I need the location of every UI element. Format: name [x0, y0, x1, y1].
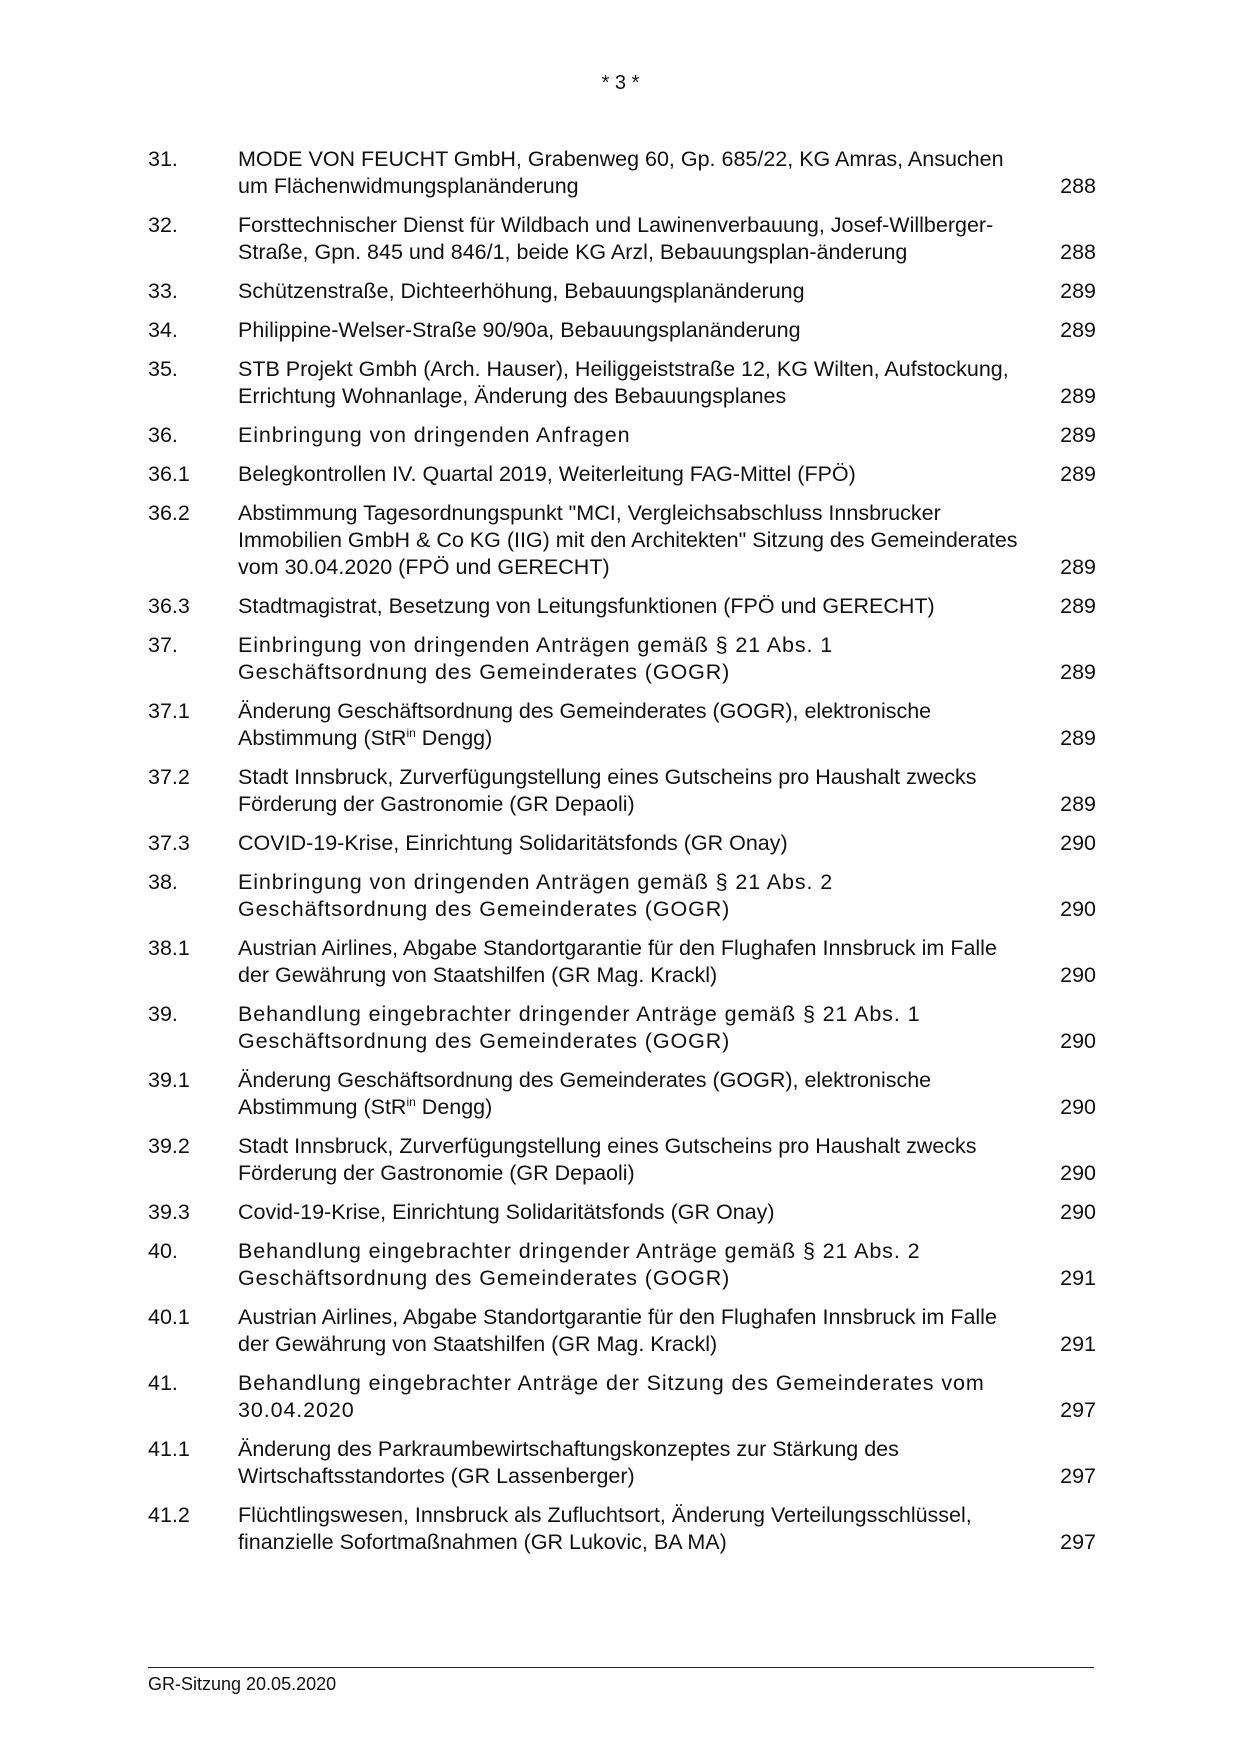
toc-entry-36 [148, 422, 1096, 449]
entry-page: 289 [1060, 555, 1096, 579]
entry-page: 291 [1060, 1332, 1096, 1356]
toc-entry-40 [148, 1238, 1096, 1292]
entry-number: 36.1 [148, 462, 190, 486]
entry-title [238, 698, 1030, 752]
entry-number: 39.2 [148, 1134, 190, 1158]
entry-title: Flüchtlingswesen, Innsbruck als Zufluchtsort, Änderung Verteilungsschlüssel, finanzielle Sofortmaßnahmen (GR Lukovic, BA MA) [238, 1503, 972, 1554]
entry-number: 38. [148, 870, 178, 894]
entry-title: Austrian Airlines, Abgabe Standortgarantie für den Flughafen Innsbruck im Falle der Gewährung von Staatshilfen (GR Mag. Krackl) [238, 1305, 997, 1356]
entry-number: 36.3 [148, 594, 190, 618]
entry-title: Behandlung eingebrachter dringender Anträge gemäß § 21 Abs. 1 Geschäftsordnung des Gemeinderates (GOGR) [238, 1002, 921, 1053]
entry-number: 36. [148, 423, 178, 447]
toc-entry-37-1 [148, 698, 1096, 752]
entry-title-superscript: in [406, 725, 416, 740]
toc-entry-36-3 [148, 593, 1096, 620]
entry-title: Belegkontrollen IV. Quartal 2019, Weiterleitung FAG-Mittel (FPÖ) [238, 462, 856, 486]
toc-entry-38 [148, 869, 1096, 923]
footer-divider [148, 1667, 1094, 1668]
entry-number: 37.3 [148, 831, 190, 855]
entry-number: 41.2 [148, 1503, 190, 1527]
toc-entry-40-1 [148, 1304, 1096, 1358]
entry-number: 32. [148, 213, 178, 237]
entry-page: 288 [1060, 174, 1096, 198]
page-number: * 3 * [601, 72, 640, 94]
entry-page: 297 [1060, 1464, 1096, 1488]
entry-number: 33. [148, 279, 178, 303]
entry-title: Behandlung eingebrachter dringender Anträge gemäß § 21 Abs. 2 Geschäftsordnung des Gemeinderates (GOGR) [238, 1239, 921, 1290]
toc-entry-32 [148, 212, 1096, 266]
toc-entry-39-3 [148, 1199, 1096, 1226]
toc-entry-36-1 [148, 461, 1096, 488]
entry-number: 35. [148, 357, 178, 381]
entry-page: 289 [1060, 423, 1096, 447]
entry-page: 289 [1060, 594, 1096, 618]
entry-page: 291 [1060, 1266, 1096, 1290]
entry-number: 39.1 [148, 1068, 190, 1092]
toc-entry-34 [148, 317, 1096, 344]
entry-number: 37.1 [148, 699, 190, 723]
entry-title: COVID-19-Krise, Einrichtung Solidaritätsfonds (GR Onay) [238, 831, 788, 855]
entry-page: 288 [1060, 240, 1096, 264]
entry-title: Abstimmung Tagesordnungspunkt "MCI, Vergleichsabschluss Innsbrucker Immobilien GmbH & Co KG (IIG) mit den Architekten" Sitzung des Gemeinderates vom 30.04.2020 (FPÖ und GERECHT) [238, 501, 1018, 579]
toc-entry-38-1 [148, 935, 1096, 989]
footer-session-date: GR-Sitzung 20.05.2020 [148, 1674, 337, 1694]
entry-number: 39.3 [148, 1200, 190, 1224]
entry-page: 290 [1060, 831, 1096, 855]
toc-entry-39 [148, 1001, 1096, 1055]
entry-page: 289 [1060, 726, 1096, 750]
entry-title-part: Dengg) [415, 726, 493, 750]
entry-title: Behandlung eingebrachter Anträge der Sitzung des Gemeinderates vom 30.04.2020 [238, 1371, 985, 1422]
entry-page: 289 [1060, 660, 1096, 684]
toc-entry-37 [148, 632, 1096, 686]
entry-title-superscript: in [406, 1094, 416, 1109]
entry-title: Austrian Airlines, Abgabe Standortgarantie für den Flughafen Innsbruck im Falle der Gewährung von Staatshilfen (GR Mag. Krackl) [238, 936, 997, 987]
toc-entry-41 [148, 1370, 1096, 1424]
entry-page: 289 [1060, 792, 1096, 816]
entry-page: 289 [1060, 384, 1096, 408]
entry-page: 290 [1060, 897, 1096, 921]
entry-number: 36.2 [148, 501, 190, 525]
entry-number: 41.1 [148, 1437, 190, 1461]
entry-page: 290 [1060, 1029, 1096, 1053]
entry-title-part: Änderung Geschäftsordnung des Gemeinderates (GOGR), elektronische Abstimmung (StR [238, 699, 932, 750]
toc-entry-35 [148, 356, 1096, 410]
toc-entry-41-1 [148, 1436, 1096, 1490]
entry-number: 40.1 [148, 1305, 190, 1329]
entry-page: 297 [1060, 1530, 1096, 1554]
entry-title-part: Änderung Geschäftsordnung des Gemeinderates (GOGR), elektronische Abstimmung (StR [238, 1068, 932, 1119]
entry-title: Stadt Innsbruck, Zurverfügungstellung eines Gutscheins pro Haushalt zwecks Förderung der Gastronomie (GR Depaoli) [238, 1134, 977, 1185]
entry-page: 290 [1060, 1095, 1096, 1119]
table-of-contents [148, 146, 1096, 1568]
entry-number: 31. [148, 147, 178, 171]
entry-page: 289 [1060, 279, 1096, 303]
entry-title: STB Projekt Gmbh (Arch. Hauser), Heiliggeiststraße 12, KG Wilten, Aufstockung, Errichtung Wohnanlage, Änderung des Bebauungsplanes [238, 357, 1009, 408]
entry-title: Forsttechnischer Dienst für Wildbach und Lawinenverbauung, Josef-Willberger-Straße, Gpn. 845 und 846/1, beide KG Arzl, Bebauungsplan-änderung [238, 213, 994, 264]
toc-entry-33 [148, 278, 1096, 305]
entry-title: MODE VON FEUCHT GmbH, Grabenweg 60, Gp. 685/22, KG Amras, Ansuchen um Flächenwidmungsplanänderung [238, 147, 1004, 198]
entry-number: 38.1 [148, 936, 190, 960]
entry-number: 41. [148, 1371, 178, 1395]
entry-title: Einbringung von dringenden Anträgen gemäß § 21 Abs. 2 Geschäftsordnung des Gemeinderates (GOGR) [238, 870, 834, 921]
entry-title: Stadtmagistrat, Besetzung von Leitungsfunktionen (FPÖ und GERECHT) [238, 594, 935, 618]
entry-number: 34. [148, 318, 178, 342]
entry-page: 289 [1060, 318, 1096, 342]
entry-number: 39. [148, 1002, 178, 1026]
entry-title: Philippine-Welser-Straße 90/90a, Bebauungsplanänderung [238, 318, 801, 342]
entry-title [238, 1067, 1030, 1121]
toc-entry-37-2 [148, 764, 1096, 818]
entry-title-part: Dengg) [415, 1095, 493, 1119]
entry-number: 37. [148, 633, 178, 657]
entry-title: Einbringung von dringenden Anträgen gemäß § 21 Abs. 1 Geschäftsordnung des Gemeinderates (GOGR) [238, 633, 834, 684]
toc-entry-41-2 [148, 1502, 1096, 1556]
entry-title: Einbringung von dringenden Anfragen [238, 423, 631, 447]
toc-entry-39-1 [148, 1067, 1096, 1121]
entry-number: 37.2 [148, 765, 190, 789]
entry-title: Schützenstraße, Dichteerhöhung, Bebauungsplanänderung [238, 279, 805, 303]
toc-entry-36-2 [148, 500, 1096, 581]
entry-page: 297 [1060, 1398, 1096, 1422]
entry-page: 289 [1060, 462, 1096, 486]
toc-entry-31 [148, 146, 1096, 200]
entry-number: 40. [148, 1239, 178, 1263]
entry-page: 290 [1060, 1161, 1096, 1185]
entry-page: 290 [1060, 1200, 1096, 1224]
entry-title: Covid-19-Krise, Einrichtung Solidaritätsfonds (GR Onay) [238, 1200, 775, 1224]
entry-title: Stadt Innsbruck, Zurverfügungstellung eines Gutscheins pro Haushalt zwecks Förderung der Gastronomie (GR Depaoli) [238, 765, 977, 816]
toc-entry-39-2 [148, 1133, 1096, 1187]
entry-page: 290 [1060, 963, 1096, 987]
toc-entry-37-3 [148, 830, 1096, 857]
entry-title: Änderung des Parkraumbewirtschaftungskonzeptes zur Stärkung des Wirtschaftsstandortes (GR Lassenberger) [238, 1437, 899, 1488]
